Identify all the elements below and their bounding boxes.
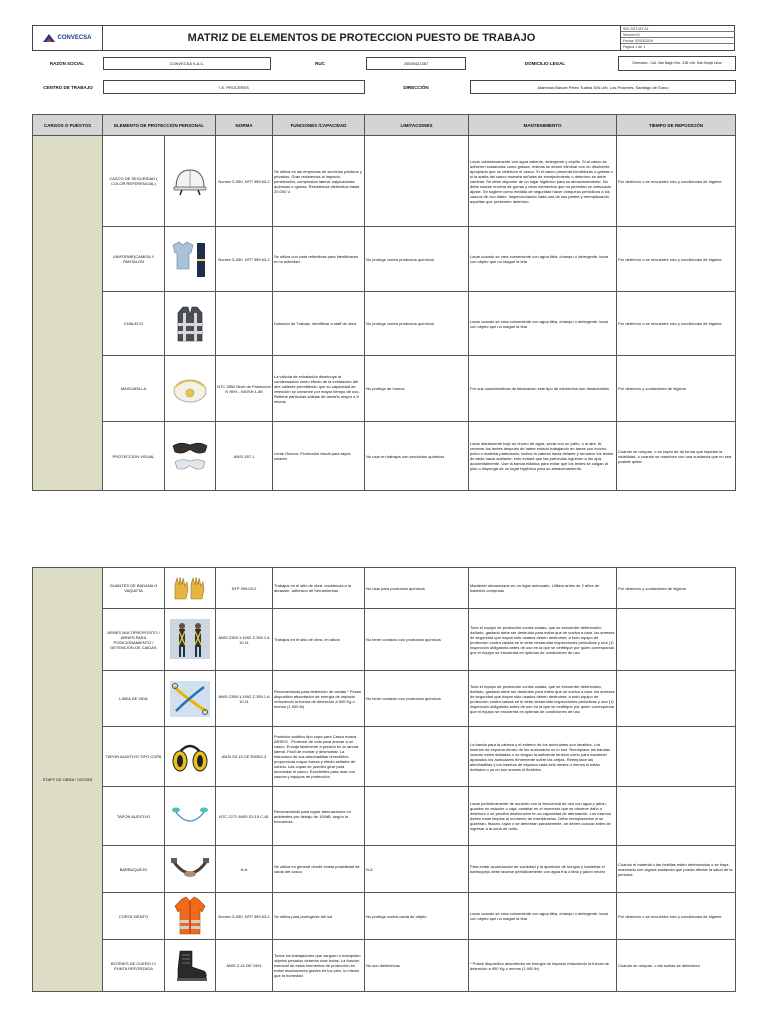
limitaciones-cell: N.A	[365, 846, 469, 893]
limitaciones-cell: No usar en trabajos con productos químicos	[365, 422, 469, 491]
doc-code: SIG-SST-MT-01	[621, 26, 735, 32]
col-header-funciones: FUNCIONES /CAPACIDAD	[273, 115, 365, 136]
table-row	[33, 940, 736, 992]
mantenimiento-cell: Todo el equipo de protección contra caídas, que se encuentre deteriorado, dañado, gastado debe ser destruido para evitar que se vuelva a usar. los arneses de seguridad que hayan sido usados deben destruirse; a todo equipo de protección contra caídas se le debe desarrollar inspecciones periódicas y una (1) inspección obligatoria antes de uso en la que se certifique por quien corresponda que el equipo se encuentra en óptimas de condiciones de uso	[469, 671, 617, 727]
funciones-cell: Todos los trabajadores que carguen o manipulen objetos pesados deberán usar botas. La función esencial de estos elementos de protección es evitar machucones graves en los pies, lo mismo que la humedad	[273, 940, 365, 992]
doc-page: Página 1 de 1	[623, 45, 646, 49]
cargo-cell: STAFF DE OBRA / VISITAS	[33, 568, 103, 992]
funciones-cell: Se utiliza en general donde exista posibilidad de caída del casco.	[273, 846, 365, 893]
table-1-body	[33, 136, 736, 491]
col-header-cargos: CARGOS O PUESTOS	[33, 115, 103, 136]
mantenimiento-cell: Mantener almacenado en un lugar adecuado. Utilizar antes de 2 años de haberlos comprado	[469, 568, 617, 609]
norma-cell	[216, 292, 273, 356]
reposicion-cell: Por deterioro o se encuentre roto y condiciones de higiene	[617, 136, 736, 227]
uniform-icon	[170, 239, 210, 279]
table-row	[33, 609, 736, 671]
table-header-row	[33, 115, 736, 136]
element-name-cell: ARNES MULTIPROPOSITO / ARNES PARA POSICIONAMIENTO / DETENCION DE CAIDAS	[103, 609, 165, 671]
funciones-cell: Recomendado para lograr atenuaciones en ambientes por debajo de 100dB, según la frecuencia.	[273, 787, 365, 846]
limitaciones-cell: No usar para porductos químicos	[365, 568, 469, 609]
mantenimiento-cell: Por sus características de fabricación este tipo de elementos son desechables	[469, 356, 617, 422]
direccion-label: DIRECCIÓN	[403, 85, 429, 90]
limitaciones-cell: No tener contacto con productos químicos	[365, 609, 469, 671]
reposicion-cell: Cuando el material o las hebillas estén deteriorados o se haya marchado con alguna sustancia que pueda afectar la salud de la persona	[617, 846, 736, 893]
funciones-cell: Lente Oscuro: Protección visual para rayos solares	[273, 422, 365, 491]
table-row	[33, 356, 736, 422]
table-row	[33, 787, 736, 846]
table-row	[33, 893, 736, 940]
element-name-cell: UNIFORME(CAMISA Y PANTALON	[103, 227, 165, 292]
norma-cell: NTC 3852 Nivel de Protección N 95% - NIOSH 1-89	[216, 356, 273, 422]
element-name-cell: LINEA DE VIDA	[103, 671, 165, 727]
ppe-matrix-table-2	[32, 567, 736, 992]
document-codes	[621, 26, 735, 50]
reposicion-cell: Por deterioro y condiciones de higiene	[617, 356, 736, 422]
limitaciones-cell: No protege contra caída de objeto	[365, 893, 469, 940]
vest-icon	[170, 304, 210, 344]
element-image-cell	[165, 136, 216, 227]
element-image-cell	[165, 787, 216, 846]
norma-cell: ANSI Z359.1:1992 Z-359.1 A 10.11	[216, 609, 273, 671]
razon-social-value: CONVECSA S.A.C.	[103, 57, 271, 70]
funciones-cell: Trabajos en el sitio de obra. en altura	[273, 609, 365, 671]
reposicion-cell: Por deterioro y condiciones de higiene	[617, 568, 736, 609]
element-image-cell	[165, 940, 216, 992]
col-header-reposicion: TIEMPO DE REPOSICIÓN	[617, 115, 736, 136]
glasses-icon	[170, 436, 210, 476]
earplug-icon	[170, 796, 210, 836]
element-image-cell	[165, 846, 216, 893]
page-title: MATRIZ DE ELEMENTOS DE PROTECCION PUESTO DE TRABAJO	[103, 26, 621, 50]
centro-trabajo-label: CENTRO DE TRABAJO	[43, 85, 93, 90]
element-image-cell	[165, 568, 216, 609]
funciones-cell: Protector auditivo tipo copa para Casco marca ARSEG . Protector de oído para anexar a un casco. Encaja fácilmente a presión en la ranura lateral. Fácil de montar y desmontar. La estructura de sus almohadillas reversibles proporciona mayor fuerza y efecto sellador de sonido. Las copas se pueden girar para acomodar el casco. Excelentes para usar con cascos y equipos de protección.	[273, 727, 365, 787]
limitaciones-cell: No tener contacto con productos químicos	[365, 671, 469, 727]
harness-icon	[170, 619, 210, 659]
logo-text: CONVECSA	[57, 35, 92, 41]
col-header-mantenimiento: MANTENIMIENTO	[469, 115, 617, 136]
centro-trabajo-value: I.E. PROCERES	[103, 80, 365, 94]
mask-icon	[170, 369, 210, 409]
limitaciones-cell: No protege de humos	[365, 356, 469, 422]
domicilio-value: Dirección : Cal. Van Bagh Nro. 318 Urb. San Borja Lima	[618, 56, 736, 71]
norma-cell: Norma G-050, NTP 399.63-2	[216, 227, 273, 292]
reposicion-cell: Por deterioro o se encuentre roto y condiciones de higiene	[617, 292, 736, 356]
norma-cell: NTC 2272 ANSI S3.19 C-61	[216, 787, 273, 846]
limitaciones-cell	[365, 136, 469, 227]
boot-icon	[170, 946, 210, 986]
element-name-cell: BOTINES DE CUERO C/ PUNTA REFORZADA	[103, 940, 165, 992]
norma-cell: ANSI Z87.1	[216, 422, 273, 491]
element-name-cell: CASCO DE SEGURIDAD ( COLOR REFERENCIAL)	[103, 136, 165, 227]
element-name-cell: GUANTES DE BADANA O VAQUETA	[103, 568, 165, 609]
element-name-cell: TAPON AUDITIVO	[103, 787, 165, 846]
document-header	[32, 25, 735, 51]
helmet-icon	[170, 161, 210, 201]
direccion-value: Alameda Manuel Pérez Tudela S/N Urb. Los Próceres, Santiago de Surco	[470, 80, 736, 94]
earmuff-icon	[170, 737, 210, 777]
table-2-body	[33, 568, 736, 992]
funciones-cell: Recomendada para detención de caídas * Posee dispositivo absorbedor de energía de impacto reduciendo la fuerza de detención a 900 Kg o menos (1.900 lb)	[273, 671, 365, 727]
mantenimiento-cell: Lavar cuidadosamente con agua caliente, detergente y cepillo. Si al casco se adhieren sustancias como grasas, resinas se deben eliminar con un disolvente apropiado que no deteriore el casco. Si el casco presenta hendiduras o grietas o si la arafía del casco muestra señales de envejecimiento o deterioro se debe cambiar. Se debe disponer de un lugar higiénico para su almacenamiento. No debe usarse encima de gorras y otros elementos que no permitan un adecuado ajuste. Se sugiere como medida de seguridad hacer chequeos periódicos a los cascos de uso diario. Inspeccionando cada una de sus partes y reemplazando aquellas que presenten deterioro.	[469, 136, 617, 227]
chinstrap-icon	[170, 849, 210, 889]
element-name-cell: CHALECO	[103, 292, 165, 356]
element-image-cell	[165, 609, 216, 671]
table-row	[33, 227, 736, 292]
mantenimiento-cell: Lavar cuando se crea conveniente con agua tibia, champu o detergente. lavar con objeto que no rasgue la tela	[469, 292, 617, 356]
element-name-cell: PROTECCION VISUAL	[103, 422, 165, 491]
mantenimiento-cell: Para evitar acumulación de suciedad y la aparición de hongos y bacterias el barbuquejo debe lavarse periódicamente con agua fría o tibia y jabón neutro	[469, 846, 617, 893]
element-name-cell: CORTA VIENTO	[103, 893, 165, 940]
razon-social-label: RAZON SOCIAL	[49, 61, 85, 66]
domicilio-label: DOMICILIO LEGAL	[524, 61, 566, 66]
element-image-cell	[165, 227, 216, 292]
mantenimiento-cell: Lavar cuando se crea conveniente con agua tibia, champu o detergente. lavar con objeto que no rasgue la tela	[469, 893, 617, 940]
cargo-cell	[33, 136, 103, 491]
reposicion-cell: Por deterioro o se encuentre roto y condiciones de higiene	[617, 893, 736, 940]
element-image-cell	[165, 727, 216, 787]
funciones-cell: La válvula de exhalación disminuye la condensación como efecto de la exhalación del aire caliente permitiendo que su capacidad de retención se conserve por mayor tiempo de uso. Retiene partículas sólidas de tamaño mayor a 5 micras	[273, 356, 365, 422]
reposicion-cell	[617, 727, 736, 787]
doc-version: Versión:01	[621, 32, 735, 38]
reposicion-cell: Cuando se rompan, o se rayen de tal forma que impidan la visibilidad, o cuando se manchen con una sustancia que no sea posible quitar	[617, 422, 736, 491]
funciones-cell: Se utiliza para protegerse del sol	[273, 893, 365, 940]
norma-cell: ANSI S3.19 CE EN352-3	[216, 727, 273, 787]
limitaciones-cell	[365, 787, 469, 846]
element-image-cell	[165, 356, 216, 422]
table-row	[33, 292, 736, 356]
table-row	[33, 136, 736, 227]
funciones-cell: Se utiliza en las empresas de servicios públicos y privados. Gran resistencia al impacto, penetración, compresión lateral, salpicaduras químicas o ígneas. Resistencia dieléctrica hasta 20.000 V.	[273, 136, 365, 227]
element-name-cell: TAPON AUDITIVO TIPO COPA	[103, 727, 165, 787]
element-image-cell	[165, 671, 216, 727]
norma-cell: Norma G-050, NTP 399.63-2	[216, 893, 273, 940]
limitaciones-cell: No protege contra productos químicos	[365, 292, 469, 356]
mantenimiento-cell: Lavar diariamente bajo un chorro de agua, secar con un paño, o al aire. Al remover los lentes después de haber estado trabajando en áreas con mucho polvo o material particulado, inclina la cabeza hacia delante y remueve los lentes de atrás hacia adelante, esto evitará que las partículas ingresen a los ojos accidentalmente. Use la banda elástica para evitar que los lentes se caigan al piso o disponga de un lugar higiénico para su almacenamiento.	[469, 422, 617, 491]
mantenimiento-cell: Todo el equipo de protección contra caídas, que se encuentre deteriorado, dañado, gastado debe ser destruido para evitar que se vuelva a usar. los arneses de seguridad que hayan sido usados deben destruirse; a todo equipo de protección contra caídas se le debe desarrollar inspecciones periódicas y una (1) inspección obligatoria antes de uso en la que se certifique por quien corresponda que el equipo se encuentra en óptimas de condiciones de uso	[469, 609, 617, 671]
company-logo	[33, 26, 103, 50]
reposicion-cell	[617, 609, 736, 671]
norma-cell: ANSI Z-41 DE 1991	[216, 940, 273, 992]
gloves-icon	[170, 568, 210, 608]
doc-date: Fecha: 02/03/2019	[621, 38, 735, 44]
ppe-matrix-table-1	[32, 114, 736, 491]
ruc-value: 20535421387	[366, 57, 466, 70]
norma-cell: ANSI Z359.1:1992 Z-359.1 A 10.11	[216, 671, 273, 727]
element-name-cell: MASCARILLA	[103, 356, 165, 422]
col-header-norma: NORMA	[216, 115, 273, 136]
table-row	[33, 568, 736, 609]
norma-cell: N.A	[216, 846, 273, 893]
limitaciones-cell: No protege contra productos químicos	[365, 227, 469, 292]
norma-cell: NTP 399.63-2	[216, 568, 273, 609]
col-header-limitaciones: LIMITACIONES	[365, 115, 469, 136]
limitaciones-cell: No son dieléctricas	[365, 940, 469, 992]
mantenimiento-cell: * Posee dispositivo absorbedor de energía de impacto reduciendo la fuerza de detención a 900 Kg o menos (1.900 lb)	[469, 940, 617, 992]
table-row	[33, 727, 736, 787]
reposicion-cell: Por deterioro o se encuentre roto y condiciones de higiene	[617, 227, 736, 292]
limitaciones-cell	[365, 727, 469, 787]
mantenimiento-cell: La banda para la cabeza y el exterior de los auriculares son lavables. Los insertos de espuma dentro de los auriculares no lo son. Reemplace las bandas cuando estén dañadas o no tengan la suficiente tensión como para mantener ajustados los auriculares firmemente sobre las orejas. Reemplace las almohadillas y los insertos de espuma cada seis meses o menos si están dañados o ya no son suaves ni flexibles.	[469, 727, 617, 787]
table-row	[33, 846, 736, 893]
funciones-cell: Dotación de Trabajo. Identificar a staff de obra	[273, 292, 365, 356]
mantenimiento-cell: Lavar cuando se crea conveniente con agua tibia, champu o detergente. lavar con objeto que no rasgue la tela	[469, 227, 617, 292]
logo-mark-icon	[43, 34, 55, 42]
funciones-cell: Se utiliza con cinta reflectivas para identificarse en la actividad	[273, 227, 365, 292]
lanyard-icon	[170, 679, 210, 719]
element-image-cell	[165, 292, 216, 356]
norma-cell: Norma G-050, NTP 399.63-2	[216, 136, 273, 227]
mantenimiento-cell: Lavar periódicamente de acuerdo con la frecuencia de uso con agua y jabón, guardar en estuche o caja, cambiar en el momento que se observe daño o deterioro o se perciba disminución en su capacidad de atenuación. Los mismos deben estar limpios al momento de insertárselos. Debe reemplazarlos si se quiebran, fisuran, rajan o se deforman parcialmente, se deben colocar antes de ingresar a la zona de ruido.	[469, 787, 617, 846]
element-image-cell	[165, 893, 216, 940]
table-row	[33, 422, 736, 491]
element-name-cell: BARBUQUEJO	[103, 846, 165, 893]
reposicion-cell	[617, 671, 736, 727]
reposicion-cell: Cuando se rompan, o las suelas se deterioren	[617, 940, 736, 992]
windbreaker-icon	[170, 896, 210, 936]
table-row	[33, 671, 736, 727]
col-header-elemento: ELEMENTO DE PROTECCIÓN PERSONAL	[103, 115, 216, 136]
funciones-cell: Trabajos en el sitio de obra. resistencia a la abrasión, adhesion de herramientas	[273, 568, 365, 609]
reposicion-cell	[617, 787, 736, 846]
ruc-label: RUC	[315, 61, 325, 66]
element-image-cell	[165, 422, 216, 491]
